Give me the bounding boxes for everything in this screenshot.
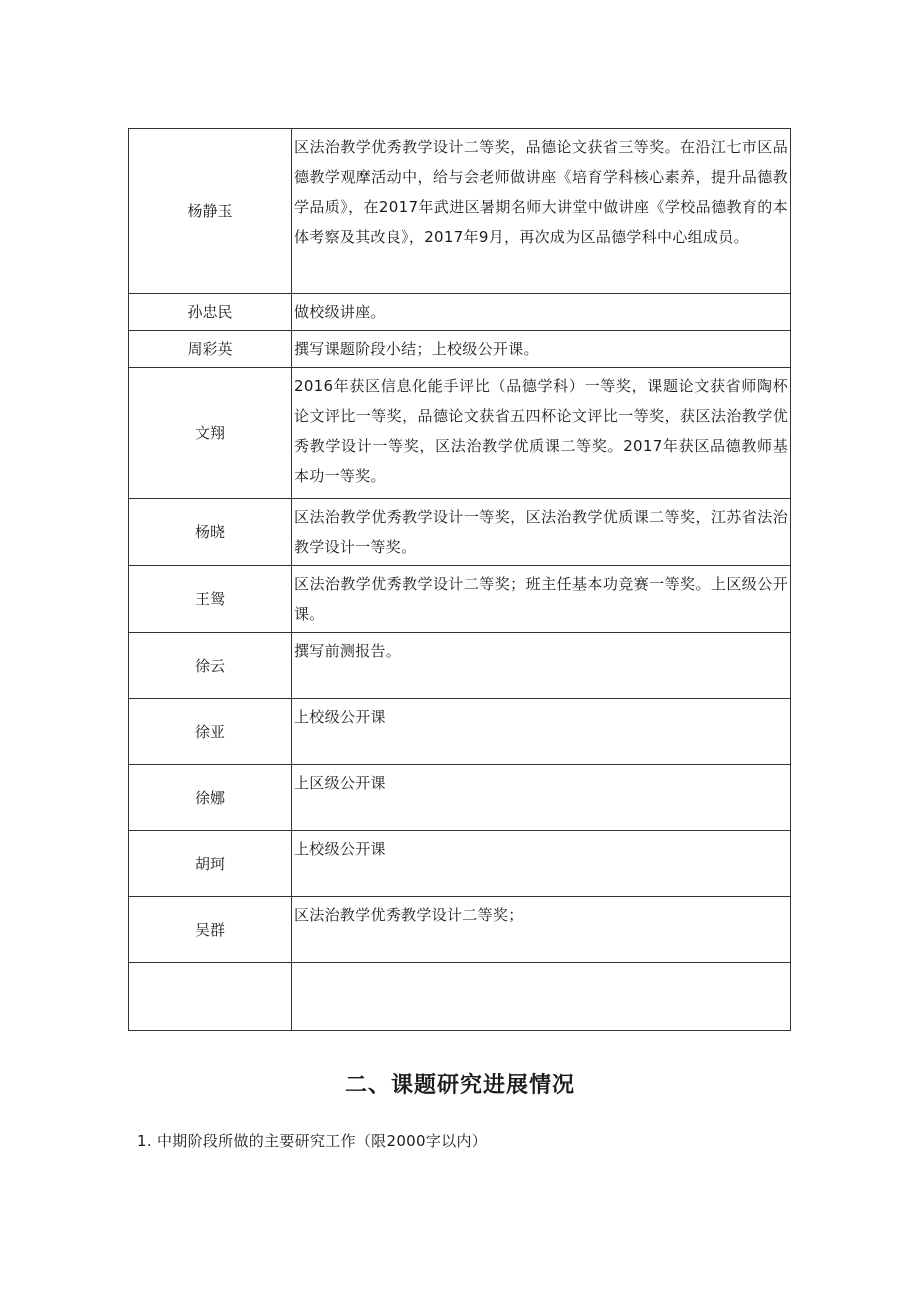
member-achievements bbox=[292, 963, 791, 1031]
member-achievements: 区法治教学优秀教学设计二等奖；班主任基本功竞赛一等奖。上区级公开课。 bbox=[292, 566, 791, 633]
table-row bbox=[129, 831, 791, 897]
member-name: 胡珂 bbox=[129, 831, 292, 897]
member-achievements: 2016年获区信息化能手评比（品德学科）一等奖，课题论文获省师陶杯论文评比一等奖，品德论文获省五四杯论文评比一等奖，获区法治教学优秀教学设计一等奖，区法治教学优质课二等奖。2017年获区品德教师基本功一等奖。 bbox=[292, 368, 791, 499]
table-row bbox=[129, 129, 791, 294]
member-achievements: 上校级公开课 bbox=[292, 699, 791, 765]
member-name: 徐娜 bbox=[129, 765, 292, 831]
member-name: 徐云 bbox=[129, 633, 292, 699]
table-row bbox=[129, 765, 791, 831]
member-achievements: 区法治教学优秀教学设计二等奖，品德论文获省三等奖。在沿江七市区品德教学观摩活动中，给与会老师做讲座《培育学科核心素养，提升品德教学品质》，在2017年武进区暑期名师大讲堂中做讲座《学校品德教育的本体考察及其改良》，2017年9月，再次成为区品德学科中心组成员。 bbox=[292, 129, 791, 294]
section-item-heading: 1. 中期阶段所做的主要研究工作（限2000字以内） bbox=[137, 1132, 488, 1150]
table-row bbox=[129, 566, 791, 633]
member-name: 杨晓 bbox=[129, 499, 292, 566]
member-achievements: 上区级公开课 bbox=[292, 765, 791, 831]
member-achievements: 撰写前测报告。 bbox=[292, 633, 791, 699]
member-name: 徐亚 bbox=[129, 699, 292, 765]
member-achievements: 区法治教学优秀教学设计二等奖； bbox=[292, 897, 791, 963]
member-achievements: 做校级讲座。 bbox=[292, 294, 791, 331]
table-row bbox=[129, 294, 791, 331]
members-table bbox=[128, 128, 791, 1031]
table-row bbox=[129, 499, 791, 566]
member-achievements: 区法治教学优秀教学设计一等奖，区法治教学优质课二等奖，江苏省法治教学设计一等奖。 bbox=[292, 499, 791, 566]
table-row bbox=[129, 699, 791, 765]
member-name: 杨静玉 bbox=[129, 129, 292, 294]
table-row bbox=[129, 963, 791, 1031]
member-name: 孙忠民 bbox=[129, 294, 292, 331]
member-name bbox=[129, 963, 292, 1031]
table-row bbox=[129, 897, 791, 963]
member-name: 文翔 bbox=[129, 368, 292, 499]
table-row bbox=[129, 331, 791, 368]
section-title: 二、课题研究进展情况 bbox=[344, 1073, 575, 1098]
member-achievements: 撰写课题阶段小结；上校级公开课。 bbox=[292, 331, 791, 368]
member-name: 吴群 bbox=[129, 897, 292, 963]
member-name: 周彩英 bbox=[129, 331, 292, 368]
table-row bbox=[129, 368, 791, 499]
table-row bbox=[129, 633, 791, 699]
member-name: 王鸳 bbox=[129, 566, 292, 633]
member-achievements: 上校级公开课 bbox=[292, 831, 791, 897]
